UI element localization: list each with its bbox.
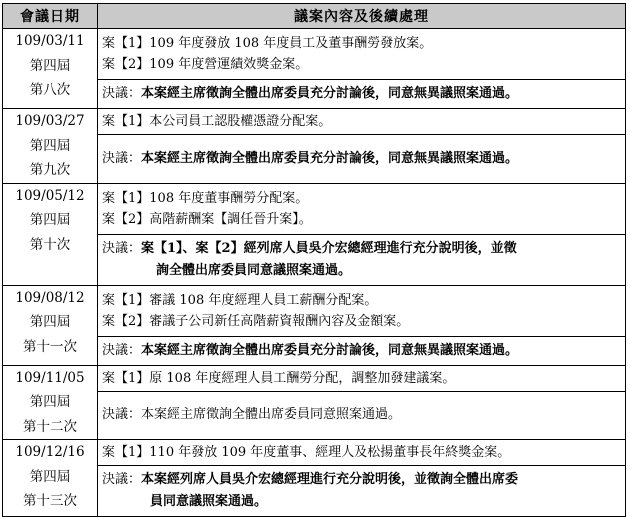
resolution-prefix: 決議：: [102, 472, 142, 487]
resolution-text: 本案經主席徵詢全體出席委員同意照案通過。: [141, 407, 402, 423]
agenda-item: 案【2】109 年度營運績效獎金案。: [102, 57, 309, 72]
resolution-text: 本案經主席徵詢全體出席委員充分討論後，同意無異議照案通過。: [141, 150, 519, 166]
agenda-items-cell: [98, 183, 626, 234]
content-column-header: 議案內容及後續處理: [98, 4, 626, 29]
meeting-term: 第四屆: [29, 137, 71, 154]
meeting-session: 第八次: [29, 82, 71, 98]
agenda-items-cell: [98, 285, 626, 336]
meeting-date: 109/12/16: [15, 444, 85, 460]
resolution-cell: [98, 466, 626, 517]
meeting-session: 第十二次: [23, 418, 77, 435]
resolution-prefix: 決議：: [102, 150, 142, 166]
agenda-items-cell: [98, 440, 626, 466]
resolution-text: 本案經列席人員吳介宏總經理進行充分說明後，並徵詢全體出席委: [141, 472, 519, 487]
meeting-date: 109/05/12: [15, 187, 85, 204]
resolution-cell: [98, 391, 626, 439]
agenda-items-cell: [98, 29, 626, 80]
meeting-date: 109/03/11: [15, 33, 85, 49]
meeting-term: 第四屆: [29, 57, 71, 74]
meeting-date-cell: [3, 109, 98, 184]
meeting-date-cell: [3, 183, 98, 285]
meeting-session: 第十次: [29, 236, 71, 253]
meeting-date: 109/03/27: [15, 113, 85, 129]
resolution-prefix: 決議：: [102, 86, 142, 101]
meeting-date-cell: [3, 29, 98, 109]
meeting-row: [3, 29, 626, 80]
resolution-text-continued: 詢全體出席委員同意議照案通過。: [156, 262, 352, 278]
agenda-items-cell: [98, 109, 626, 135]
meeting-term: 第四屆: [29, 394, 71, 410]
agenda-items-cell: [98, 365, 626, 391]
date-column-header: 會議日期: [3, 4, 98, 29]
resolution-cell: [98, 135, 626, 183]
meeting-term: 第四屆: [29, 314, 71, 330]
meeting-term: 第四屆: [29, 468, 71, 485]
agenda-item: 案【1】本公司員工認股權憑證分配案。: [102, 114, 332, 130]
meeting-date: 109/11/05: [15, 369, 85, 386]
resolution-prefix: 決議：: [102, 407, 142, 423]
resolution-cell: [98, 80, 626, 109]
meeting-date-cell: [3, 365, 98, 440]
meeting-date-cell: [3, 285, 98, 365]
agenda-item: 案【1】審議 108 年度經理人員工薪酬分配案。: [102, 292, 378, 308]
agenda-item: 案【1】109 年度發放 108 年度員工及董事酬勞發放案。: [102, 36, 433, 51]
meeting-row: [3, 109, 626, 135]
agenda-item: 案【1】108 年度董事酬勞分配案。: [102, 190, 309, 206]
agenda-item: 案【1】110 年發放 109 年度董事、經理人及松揚董事長年終獎金案。: [102, 445, 511, 460]
meeting-session: 第十一次: [23, 338, 77, 355]
resolution-cell: [98, 234, 626, 285]
agenda-item: 案【1】原 108 年度經理人員工酬勞分配，調整加發建議案。: [102, 370, 456, 386]
meeting-session: 第九次: [29, 162, 71, 178]
meeting-row: [3, 285, 626, 336]
resolution-text: 本案經主席徵詢全體出席委員充分討論後，同意無異議照案通過。: [141, 342, 519, 358]
meeting-term: 第四屆: [29, 212, 71, 228]
meeting-row: [3, 440, 626, 466]
resolution-text: 案【1】、案【2】經列席人員吳介宏總經理進行充分說明後，並徵: [141, 240, 517, 256]
resolution-text-continued: 員同意議照案通過。: [150, 494, 268, 509]
meeting-date: 109/08/12: [15, 289, 85, 306]
meeting-session: 第十三次: [23, 493, 77, 509]
meeting-row: [3, 365, 626, 391]
agenda-item: 案【2】高階薪酬案【調任晉升案】。: [102, 211, 312, 227]
agenda-item: 案【2】審議子公司新任高階薪資報酬內容及金額案。: [102, 313, 410, 329]
resolution-prefix: 決議：: [102, 240, 142, 256]
resolution-text: 本案經主席徵詢全體出席委員充分討論後，同意無異議照案通過。: [141, 86, 519, 101]
header-row: [3, 4, 626, 29]
committee-meeting-table: [2, 3, 626, 517]
meeting-row: [3, 183, 626, 234]
resolution-cell: [98, 336, 626, 365]
resolution-prefix: 決議：: [102, 342, 142, 358]
